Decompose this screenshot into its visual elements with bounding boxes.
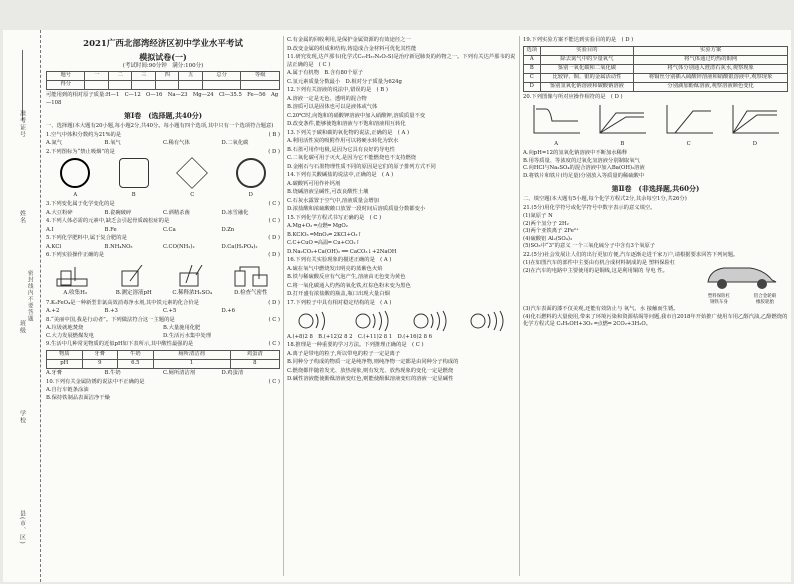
table-cell: A: [524, 55, 541, 64]
q22-body: [523, 260, 788, 306]
score-cell[interactable]: [179, 81, 203, 90]
options: [46, 227, 280, 235]
option: D.浓盐酸和浓硫酸敞口放置一段时间后溶质质量分数都变小: [287, 206, 426, 213]
question-text: 3.下列变化属于化学变化的是: [46, 201, 115, 208]
option: A.溶液一定是无色、透明的混合物: [287, 95, 367, 102]
options: [46, 370, 280, 378]
car-label: 塑料保险杠: [707, 293, 731, 299]
answer-mark: ( C ): [268, 201, 280, 208]
options: [46, 244, 280, 252]
option: D.鸡蛋清: [221, 369, 244, 376]
column-3: [523, 36, 788, 580]
option: D.生活污水集中处理: [163, 332, 212, 339]
atom-structure-icon: [353, 310, 393, 332]
score-header: 四: [155, 72, 179, 81]
fill-item: (1)在如图汽车的部件中主要由有机合成材料制成的是 塑料保险杠: [523, 260, 676, 267]
option: C.厕所清洁剂: [163, 369, 196, 376]
score-cell: 得分: [47, 81, 85, 90]
car-labels: [696, 294, 788, 307]
option: D.Na₂CO₃+Ca(OH)₂ ══ CaCO₃↓+2NaOH: [287, 248, 397, 255]
ph-header: 牙膏: [82, 350, 118, 359]
atom-structure-icon: [411, 310, 451, 332]
option: B.同种分子构成的物质一定是纯净物,则纯净物一定都是由同种分子构成的: [287, 359, 459, 366]
option: C.稀释浓H₂SO₄: [172, 290, 213, 297]
ph-header: 牛奶: [118, 350, 154, 359]
option: B.用等质量、等浓度的过氧化氢溶液分别制取氧气: [523, 157, 640, 164]
answer-mark: ( D ): [268, 235, 280, 242]
question-text: 10.下列有关金属防锈的说法中不正确的是: [46, 378, 145, 385]
exam-subtitle: 模拟试卷(一): [139, 52, 187, 63]
score-header: 一: [85, 72, 109, 81]
options: [46, 308, 280, 316]
question-14: 14.下列有关酸碱盐的说法中,正确的是 ( A ): [287, 172, 394, 179]
option: B.石墨可用作电极,是因为它具有良好的导电性: [287, 146, 395, 153]
option: A.牙膏: [46, 369, 63, 376]
experiment-table: [523, 46, 788, 92]
binding-label-class: 班级: [18, 320, 26, 334]
question-19: 19.下列实验方案不能达到实验目的的是 ( D ): [523, 37, 634, 43]
question-22: 22.(5分)社会发展让人们的出行更加方便,汽车逐渐走进千家万户,请根据要求回答下列问题。: [523, 251, 739, 258]
gas-collection-icon: [55, 265, 95, 287]
question-20: 20.下列图像与所对应操作相符的是 ( D ): [523, 93, 623, 100]
graph-option: [729, 103, 781, 148]
option: A.属于有机物 B.含有80个原子: [287, 70, 364, 77]
line-graph-icon: [729, 103, 781, 137]
question-text: 5.下列化学肥料中,属于复合肥的是: [46, 235, 127, 242]
question-text: 9.生活中几种常见物质的近似pH如下表所示,其中酸性最强的是: [46, 341, 194, 348]
option: D.冰雪融化: [221, 209, 249, 216]
option: D.+6: [221, 308, 236, 315]
sign-option: [236, 158, 266, 199]
table-row: [524, 55, 788, 64]
option: A.收集H₂: [63, 290, 88, 297]
answer-mark: ( C ): [268, 341, 280, 348]
score-cell[interactable]: [108, 81, 132, 90]
answer-mark: ( D ): [268, 252, 280, 259]
option: A.向pH=12的氢氧化钠溶液中不断加水稀释: [523, 150, 628, 157]
option: D.将铁片和铁片(均足量)分别放入等质量的稀硫酸中: [523, 172, 645, 179]
question-text: 8.“美丽中国,我是行动者”。下列做法符合这一主题的是: [46, 316, 175, 323]
option: C.酒精杀菌: [163, 209, 190, 216]
table-cell: C: [524, 73, 541, 82]
option: C.将一氧化碳通入灼热的氧化铁,红棕色粉末变为黑色: [287, 282, 411, 289]
option: C.Ca: [163, 226, 176, 233]
option: C.燃烧都伴随着发光、放热现象,则有发光、放热现象的变化一定是燃烧: [287, 367, 454, 374]
score-header: 总分: [202, 72, 240, 81]
table-cell: 比较锌、铜、银的金属活动性: [540, 73, 634, 82]
score-cell[interactable]: [85, 81, 109, 90]
answer-mark: ( C ): [268, 378, 280, 385]
score-header: 等级: [241, 72, 280, 81]
option: A.自行车链条涂油: [46, 387, 89, 394]
option: A: [73, 191, 78, 198]
graph-row: [523, 103, 788, 148]
table-row: [524, 73, 788, 82]
atom-structure-icon: [296, 310, 336, 332]
ph-cell: 1: [153, 359, 230, 368]
question-15: 15.下列化学方程式书写正确的是 ( C ): [287, 214, 382, 221]
option: B.保持铁制品表面洁净干燥: [46, 394, 110, 401]
options: [46, 140, 280, 148]
answer-mark: ( D ): [268, 148, 280, 155]
option: A.Mg+O₂ ═点燃═ MgO₂: [287, 223, 348, 230]
no-fire-sign-icon: [60, 158, 90, 188]
question-text: 7.K₂FeO₄是一种新型非氯高效消毒净水剂,其中铁元素的化合价是: [46, 299, 199, 306]
atom-diagrams: [287, 310, 517, 332]
score-cell[interactable]: [202, 81, 240, 90]
recycle-sign-icon: [119, 158, 149, 188]
table-row: [524, 82, 788, 91]
table-cell: B: [524, 64, 541, 73]
binding-label-name: 姓名: [18, 210, 26, 224]
part1-intro: 一、选择题(本大题有20小题,每小题2分,共40分。每小题有四个选项,其中只有一个选项符合题意): [46, 123, 274, 130]
option: D.打开盛有浓盐酸的瓶盖,瓶口出现大量白烟: [287, 291, 390, 298]
car-label: 钢铁车身: [710, 300, 728, 306]
graph-option: [663, 103, 715, 148]
option: C: [190, 191, 195, 198]
question-10: [46, 379, 280, 387]
table-cell: 将铜丝分别插入硫酸锌溶液和硝酸银溶液中,观察现象: [634, 73, 788, 82]
option: B.铁与稀硫酸反应有气泡产生,溶液由无色变为黄色: [287, 274, 406, 281]
exam-title: 2021广西北部湾经济区初中学业水平考试: [83, 39, 243, 49]
question-text: 6.下列实验操作正确的是: [46, 252, 105, 259]
ph-header: 物质: [47, 350, 83, 359]
question-3: [46, 201, 280, 209]
option: B.溶质可以是固体也可以是液体或气体: [287, 104, 378, 111]
binding-label-notice: 密封线内不要答题: [26, 270, 33, 322]
question-5: [46, 235, 280, 243]
answer-mark: ( D ): [268, 299, 280, 306]
ph-header: 厕所清洁剂: [153, 350, 230, 359]
option: A.大豆粉碎: [46, 209, 73, 216]
answer-mark: ( B ): [268, 131, 280, 138]
option: B.烧碱溶液呈碱性,可改良酸性土壤: [287, 189, 369, 196]
option: A.+2: [46, 308, 60, 315]
ph-cell: 6.5: [118, 359, 154, 368]
fill-item: (1)氮原子 N: [523, 213, 553, 220]
answer-mark: ( C ): [268, 316, 280, 323]
table-cell: 除去氮气中的少量氧气: [540, 55, 634, 64]
ph-cell: pH: [47, 359, 83, 368]
option: B.测定溶液pH: [115, 290, 152, 297]
ph-test-icon: [114, 265, 154, 287]
option: D.改变条件,能够使饱和溶液与不饱和溶液相互转化: [287, 121, 406, 128]
options: [46, 325, 280, 340]
poison-sign-icon: [176, 157, 208, 189]
question-16: 16.下列有关实验现象的描述正确的是 ( A ): [287, 257, 392, 264]
option: D.二氧化碳: [221, 140, 249, 147]
question-7: [46, 300, 280, 308]
line-graph-icon: [596, 103, 648, 137]
binding-label-school: 学校: [18, 410, 26, 424]
option: C.向HCl与Na₂SO₄的混合溶液中加入Ba(OH)₂溶液: [523, 165, 645, 172]
option: A.氮气: [46, 140, 63, 147]
sign-option: [60, 158, 90, 199]
airtight-check-icon: [231, 265, 271, 287]
table-cell: 鉴别一氧化碳和二氧化碳: [540, 64, 634, 73]
ph-table: [46, 350, 280, 369]
sign-option: [177, 158, 207, 199]
question-13: 13.下列关于碳和碳的氧化物的说法,正确的是 ( A ): [287, 129, 410, 136]
option: C.二氧化碳可用于灭火,是因为它不能燃烧也不支持燃烧: [287, 155, 417, 162]
score-header: 三: [132, 72, 156, 81]
car-figure: [696, 260, 788, 306]
table-cell: 将气体通过灼热的铜网: [634, 55, 788, 64]
question-18: 18.推理是一种重要的学习方法。下列推理正确的是 ( C ): [287, 342, 424, 349]
line-graph-icon: [663, 103, 715, 137]
atomic-masses: 可能用到的相对原子质量:H—1 C—12 O—16 Na—23 Mg—24 Cl—35.5 Fe—56 Ag—108: [46, 92, 279, 106]
option: C.+5: [163, 308, 177, 315]
option: B.NH₄NO₃: [104, 243, 133, 250]
score-header: 题号: [47, 72, 85, 81]
table-cell: D: [524, 82, 541, 91]
fill-item: (5)SO₃中“3”的意义 一个三氧化硫分子中含有3个氧原子: [523, 243, 656, 250]
option: B.+3: [104, 308, 118, 315]
fill-item: (2)在汽车的电路中主要使用的是铜线,这是利用铜的 导电 性。: [523, 267, 668, 274]
sign-option: [119, 158, 149, 199]
ph-header: 鸡蛋清: [230, 350, 279, 359]
option: D.金刚石与石墨物理性质不同的原因是它们的原子排列方式不同: [287, 163, 436, 170]
table-cell: 将气体分别通入澄清石灰水,观察现象: [634, 64, 788, 73]
ph-cell: 8: [230, 359, 279, 368]
graph-label: A: [554, 140, 559, 147]
question-2: [46, 149, 280, 157]
option: A.垃圾就地焚烧: [46, 325, 84, 332]
question-4: [46, 218, 280, 226]
question-text: 4.下列人体必需的元素中,缺乏会引起骨质疏松症的是: [46, 218, 170, 225]
score-header: 五: [179, 72, 203, 81]
dilution-icon: [172, 265, 212, 287]
text-line: C.有金属的回收利用,是保护金属资源的有效途径之一: [287, 37, 411, 43]
lab-option: [55, 265, 95, 298]
option: C.C+CuO ═高温═ Cu+CO₂↑: [287, 240, 361, 247]
option: D.Zn: [221, 226, 235, 233]
table-header: 选项: [524, 46, 541, 55]
option: C.稀有气体: [163, 140, 190, 147]
part2-heading: 第Ⅱ卷 (非选择题,共60分): [611, 184, 700, 194]
option: A.I: [46, 226, 54, 233]
part1-heading: 第Ⅰ卷 (选择题,共40分): [123, 111, 203, 121]
score-header: 二: [108, 72, 132, 81]
score-cell[interactable]: [132, 81, 156, 90]
option: C.石灰水露置于空气中,溶液质量会增加: [287, 197, 379, 204]
option: C.CO(NH₂)₂: [163, 243, 195, 250]
table-cell: 鉴别氢氧化钠溶液和碳酸钠溶液: [540, 82, 634, 91]
option: D: [248, 191, 253, 198]
column-divider: [283, 36, 284, 576]
option: A.(+8)2 8 B.(+12)2 8 2 C.(+11)2 8 1 D.(+16)2 8 6: [287, 333, 432, 340]
fill-item: (4)化石燃料的大量使用,带来了环境污染和资源枯竭等问题,我市自2018年开始推广使用车用乙醇汽油,乙醇燃烧的化学方程式是 C₂H₅OH+3O₂ ═点燃═ 2CO₂+3H₂O。: [523, 313, 788, 328]
question-text: 1.空气中体积分数约为21%的是: [46, 131, 122, 138]
option: C.大力发展燃煤发电: [46, 332, 94, 339]
binding-label-examno: 准考证号: [18, 110, 26, 138]
table-row: [524, 64, 788, 73]
answer-mark: ( C ): [268, 218, 280, 225]
question-8: [46, 317, 280, 325]
text-line: D.改变金属的组成和结构,铸造成合金材料可优化其性能: [287, 45, 417, 52]
option: B.Fe: [104, 226, 117, 233]
option: B.KClO₃ ═MnO₂═ 2KCl+O₂↑: [287, 231, 362, 238]
option: B.瓷碗破碎: [104, 209, 132, 216]
table-cell: 分别滴加酚酞溶液,观察溶液颜色变化: [634, 82, 788, 91]
binding-label-district: 县(市、区): [18, 510, 26, 545]
lab-images: [46, 262, 280, 298]
fill-item: (3)两个亚铁离子 2Fe²⁺: [523, 228, 579, 235]
graph-option: [596, 103, 648, 148]
question-17: 17.下列粒子中具有相对稳定结构的是 ( A ): [287, 299, 392, 306]
column-2: [287, 36, 517, 580]
lab-option: [231, 265, 271, 298]
car-icon: [702, 260, 782, 290]
option: D.检查气密性: [234, 290, 268, 297]
option: A.离子是带电的粒子,所以带电的粒子一定是离子: [287, 350, 401, 357]
option: C.氢元素质量分数最小 D.相对分子质量为624g: [287, 78, 402, 85]
option: B.牛奶: [104, 369, 121, 376]
car-label: 橡胶轮胎: [756, 300, 774, 306]
sign-images: [46, 158, 280, 199]
question-text: 2.下列图标为“禁止吸烟”的是: [46, 148, 115, 155]
graph-label: B: [620, 140, 625, 147]
question-11: 11.研究发现,达芦那韦(化学式C₂₇H₃₇N₃O₇S)是治疗新冠肺炎的药物之一。下列有关达芦那韦的说法正确的是 ( C ): [287, 54, 516, 68]
car-label: 铝合金轮毂: [753, 293, 777, 299]
fill-item: (2)两个氢分子 2H₂: [523, 220, 569, 227]
ph-cell: 9: [82, 359, 118, 368]
score-cell[interactable]: [241, 81, 280, 90]
fill-item: (3)汽车表面的漆不仅美观,还能有效防止与 氧气、水 接触而生锈。: [523, 306, 679, 313]
option: C.20℃时,向饱和的硝酸钾溶液中加入硝酸钾,溶质质量不变: [287, 112, 426, 119]
option: D.碱性溶液能使酚酞溶液变红色,则能使酚酞溶液变红的溶液一定显碱性: [287, 376, 454, 383]
option: D.Ca(H₂PO₄)₂: [221, 243, 258, 250]
table-header: 实验目的: [540, 46, 634, 55]
option: A.碳酸钙可用作补钙剂: [287, 180, 341, 187]
option: A.硫在氧气中燃烧发出明亮的蓝紫色火焰: [287, 265, 383, 272]
q22-text: [523, 260, 696, 306]
lab-option: [114, 265, 154, 298]
no-smoking-sign-icon: [236, 158, 266, 188]
question-1: [46, 132, 280, 140]
atom-structure-icon: [468, 310, 508, 332]
question-9: [46, 341, 280, 349]
question-12: 12.下列有关溶液的说法中,错误的是 ( B ): [287, 87, 388, 94]
fill-in-instructions: 二、填空题(本大题有5小题,每个化学方程式2分,其余每空1分,共26分): [523, 196, 687, 203]
exam-meta: (考试时间:90分钟 满分:100分): [122, 63, 204, 70]
lab-option: [172, 265, 212, 298]
fill-item: (4)硫酸铝 Al₂(SO₄)₃: [523, 235, 573, 242]
graph-option: [530, 103, 582, 148]
binding-margin: [3, 30, 41, 582]
option: B: [131, 191, 136, 198]
options: [46, 210, 280, 218]
option: A.利用活性炭的吸附作用可以将硬水转化为软水: [287, 138, 399, 145]
question-21: 21.(5分)用化学符号或化学符号中数字表示的意义填空。: [523, 204, 656, 211]
score-cell[interactable]: [155, 81, 179, 90]
option: B.大量施用化肥: [163, 325, 201, 332]
column-1: [46, 36, 280, 580]
graph-label: C: [686, 140, 691, 147]
option: B.氧气: [104, 140, 121, 147]
option: A.KCl: [46, 243, 62, 250]
graph-label: D: [752, 140, 757, 147]
line-graph-icon: [530, 103, 582, 137]
table-header: 实验方案: [634, 46, 788, 55]
question-6: [46, 252, 280, 260]
column-divider: [519, 36, 520, 576]
score-table: [46, 71, 280, 90]
